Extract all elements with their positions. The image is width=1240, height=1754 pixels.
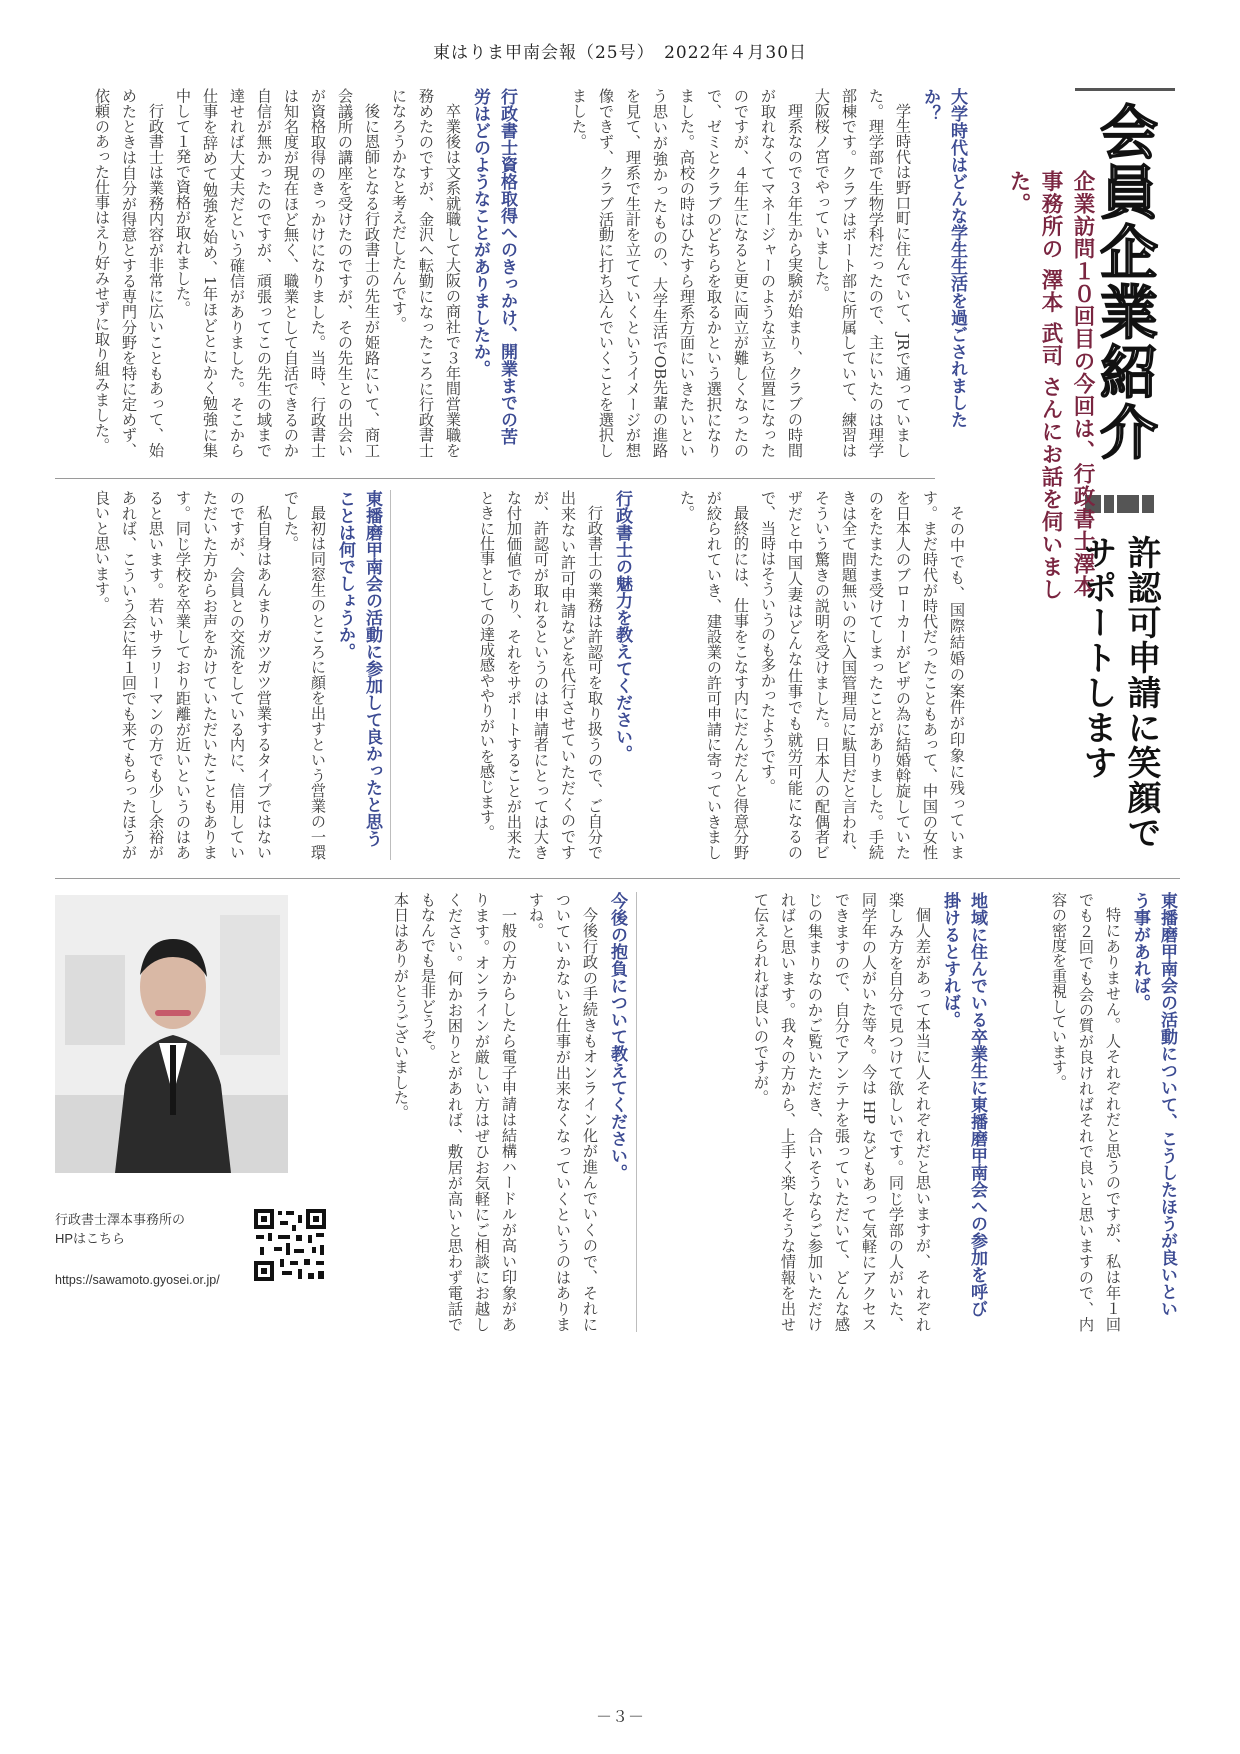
newsletter-header: 東はりま甲南会報（25号） 2022年４月30日 (432, 43, 808, 63)
question-heading: 行政書士資格取得へのきっかけ、開業までの苦労はどのようなことがありましたか。 (470, 88, 517, 445)
answer-paragraph: 理系なので３年生から実験が始まり、クラブの時間が取れなくてマネージャーのような立ち位置になったのですが、４年生になると更に両立が難しくなったので、ゼミとクラブのどちらを取るかという選択になりました。高校の時はひたすら理系方面にいきたいという思いが強かったものの、大学生活でOB先輩の進路を見て、理系で生計を立てていくというイメージが想像できず、クラブ活動に打ち込んでいくことを選択しました。 (570, 88, 804, 458)
title-rule (1075, 88, 1175, 91)
question-heading: 今後の抱負について教えてください。 (607, 892, 627, 1181)
divider (55, 478, 935, 479)
answer-paragraph: その中でも、国際結婚の案件が印象に残っています。まだ時代が時代だったこともあって、中国の女性を日本人のブローカーがビザの為に結婚斡旋していたのをたまたま受けてしまったことがありました。手続きは全て問題無いのに入国管理局に駄目だと言われ、そういう驚きの説明を受けました。日本人の配偶者ビザだと中国人妻はどんな仕事でも就労可能になるので、当時はそういうのも多かったようです。 (759, 490, 966, 860)
website-url[interactable]: https://sawamoto.gyosei.or.jp/ (55, 1273, 220, 1287)
section-q5 (995, 892, 1180, 1332)
section-q6 (640, 892, 990, 1332)
lead-text: 企業訪問１０回目の今回は、行政書士澤本事務所の 澤本 武司 さんにお話を伺いました。 (1006, 170, 1095, 601)
page-number: －３－ (595, 1707, 644, 1726)
divider (636, 892, 637, 1332)
section-q2 (55, 88, 520, 458)
question-heading: 地域に住んでいる卒業生に東播磨甲南会への参加を呼び掛けるとすれば。 (940, 892, 987, 1317)
section-q1 (525, 88, 970, 458)
answer-paragraph: 学生時代は野口町に住んでいて、JRで通っていました。理学部で生物学科だったので、主にいたのは理学部棟です。クラブはボート部に所属していて、練習は大阪桜ノ宮でやっていました。 (813, 88, 912, 458)
caption-line: 行政書士澤本事務所の (55, 1212, 186, 1227)
closing-line: 本日はありがとうございました。 (392, 892, 410, 1120)
person-photo (55, 895, 288, 1173)
answer-paragraph: 行政書士は業務内容が非常に広いこともあって、始めたときは自分が得意とする専門分野を特に定めず、依頼のあった仕事はえり好みせずに取り組みました。 (93, 88, 165, 458)
question-heading: 東播磨甲南会の活動について、こうしたほうが良いという事があれば。 (1130, 892, 1177, 1317)
question-heading: 大学時代はどんな学生生活を過ごされましたか？ (920, 88, 967, 428)
answer-paragraph: 今後行政の手続きもオンライン化が進んでいくので、それについていかないと仕事が出来なくなっていくというのはありますね。 (527, 892, 599, 1332)
section-q3 (395, 490, 635, 860)
question-heading: 東播磨甲南会の活動に参加して良かったと思うことは何でしょうか。 (335, 490, 382, 847)
answer-paragraph: 特にありません。人それぞれだと思うのですが、私は年１回でも２回でも会の質が良ければそれで良いと思いますので、内容の密度を重視しています。 (1050, 892, 1122, 1332)
qr-code-icon[interactable] (252, 1207, 328, 1283)
answer-paragraph: 卒業後は文系就職して大阪の商社で３年間営業職を務めたのですが、金沢へ転勤になったころに行政書士になろうかなと考えだしたんです。 (390, 88, 462, 458)
question-heading: 行政書士の魅力を教えてください。 (612, 490, 632, 762)
divider (390, 490, 391, 860)
caption-line: HPはこちら (55, 1231, 126, 1246)
answer-paragraph: 最初は同窓生のところに顔を出すという営業の一環でした。 (282, 490, 327, 860)
answer-paragraph: 一般の方からしたら電子申請は結構ハードルが高い印象があります。オンラインが厳しい方はぜひお気軽にご相談にお越しください。何かお困りとがあれば、敷居が高いと思わず電話でもなんでも是非どうぞ。 (419, 892, 518, 1332)
divider (55, 878, 1180, 879)
photo-caption (55, 1210, 185, 1248)
answer-paragraph: 後に恩師となる行政書士の先生が姫路にいて、商工会議所の講座を受けたのですが、その先生との出会いが資格取得のきっかけになりました。当時、行政書士は知名度が現在ほど無く、職業として自活できるのか自信が無かったのですが、頑張ってこの先生の域まで達せれば大丈夫だという確信がありました。そこから仕事を辞めて勉強を始め、1年ほどとにかく勉強に集中して１発で資格が取れました。 (174, 88, 381, 458)
section-q7 (325, 892, 630, 1332)
answer-paragraph: 私自身はあんまりガツガツ営業するタイプではないのですが、会員との交流をしている内に、信用していただいた方からお声をかけていただいたこともあります。同じ学校を卒業しており距離が近いというのはあると思います。若いサラリーマンの方でも少し余裕があれば、こういう会に年１回でも来てもらったほうが良いと思います。 (93, 490, 273, 860)
answer-paragraph: 行政書士の業務は許認可を取り扱うので、ご自分で出来ない許可申請などを代行させていただくのですが、許認可が取れるというのは申請者にとっては大きな付加価値であり、それをサポートすることが出来たときに仕事としての達成感ややりがいを感じます。 (478, 490, 604, 860)
answer-paragraph: 最終的には、仕事をこなす内にだんだんと得意分野が絞られていき、建設業の許可申請に寄っていきました。 (678, 490, 750, 860)
answer-paragraph: 個人差があって本当に人それぞれだと思いますが、それぞれ楽しみ方を自分で見つけて欲しいです。同じ学部の人がいた、同学年の人がいた等々。今は HP などもあって気軽にアクセスできますので、自分でアンテナを張っていただいて、どんな感じの集まりなのかご覧いただき、合いそうならご参加いただければと思います。我々の方から、上手く楽しそうな情報を出せて伝えられれば良いのですが。 (752, 892, 932, 1332)
subtitle: 許認可申請に笑顔でサポートします (1077, 535, 1161, 850)
section-a2-continued (640, 490, 970, 860)
section-q4 (55, 490, 385, 860)
page-title: 会員企業紹介 (1090, 102, 1158, 462)
